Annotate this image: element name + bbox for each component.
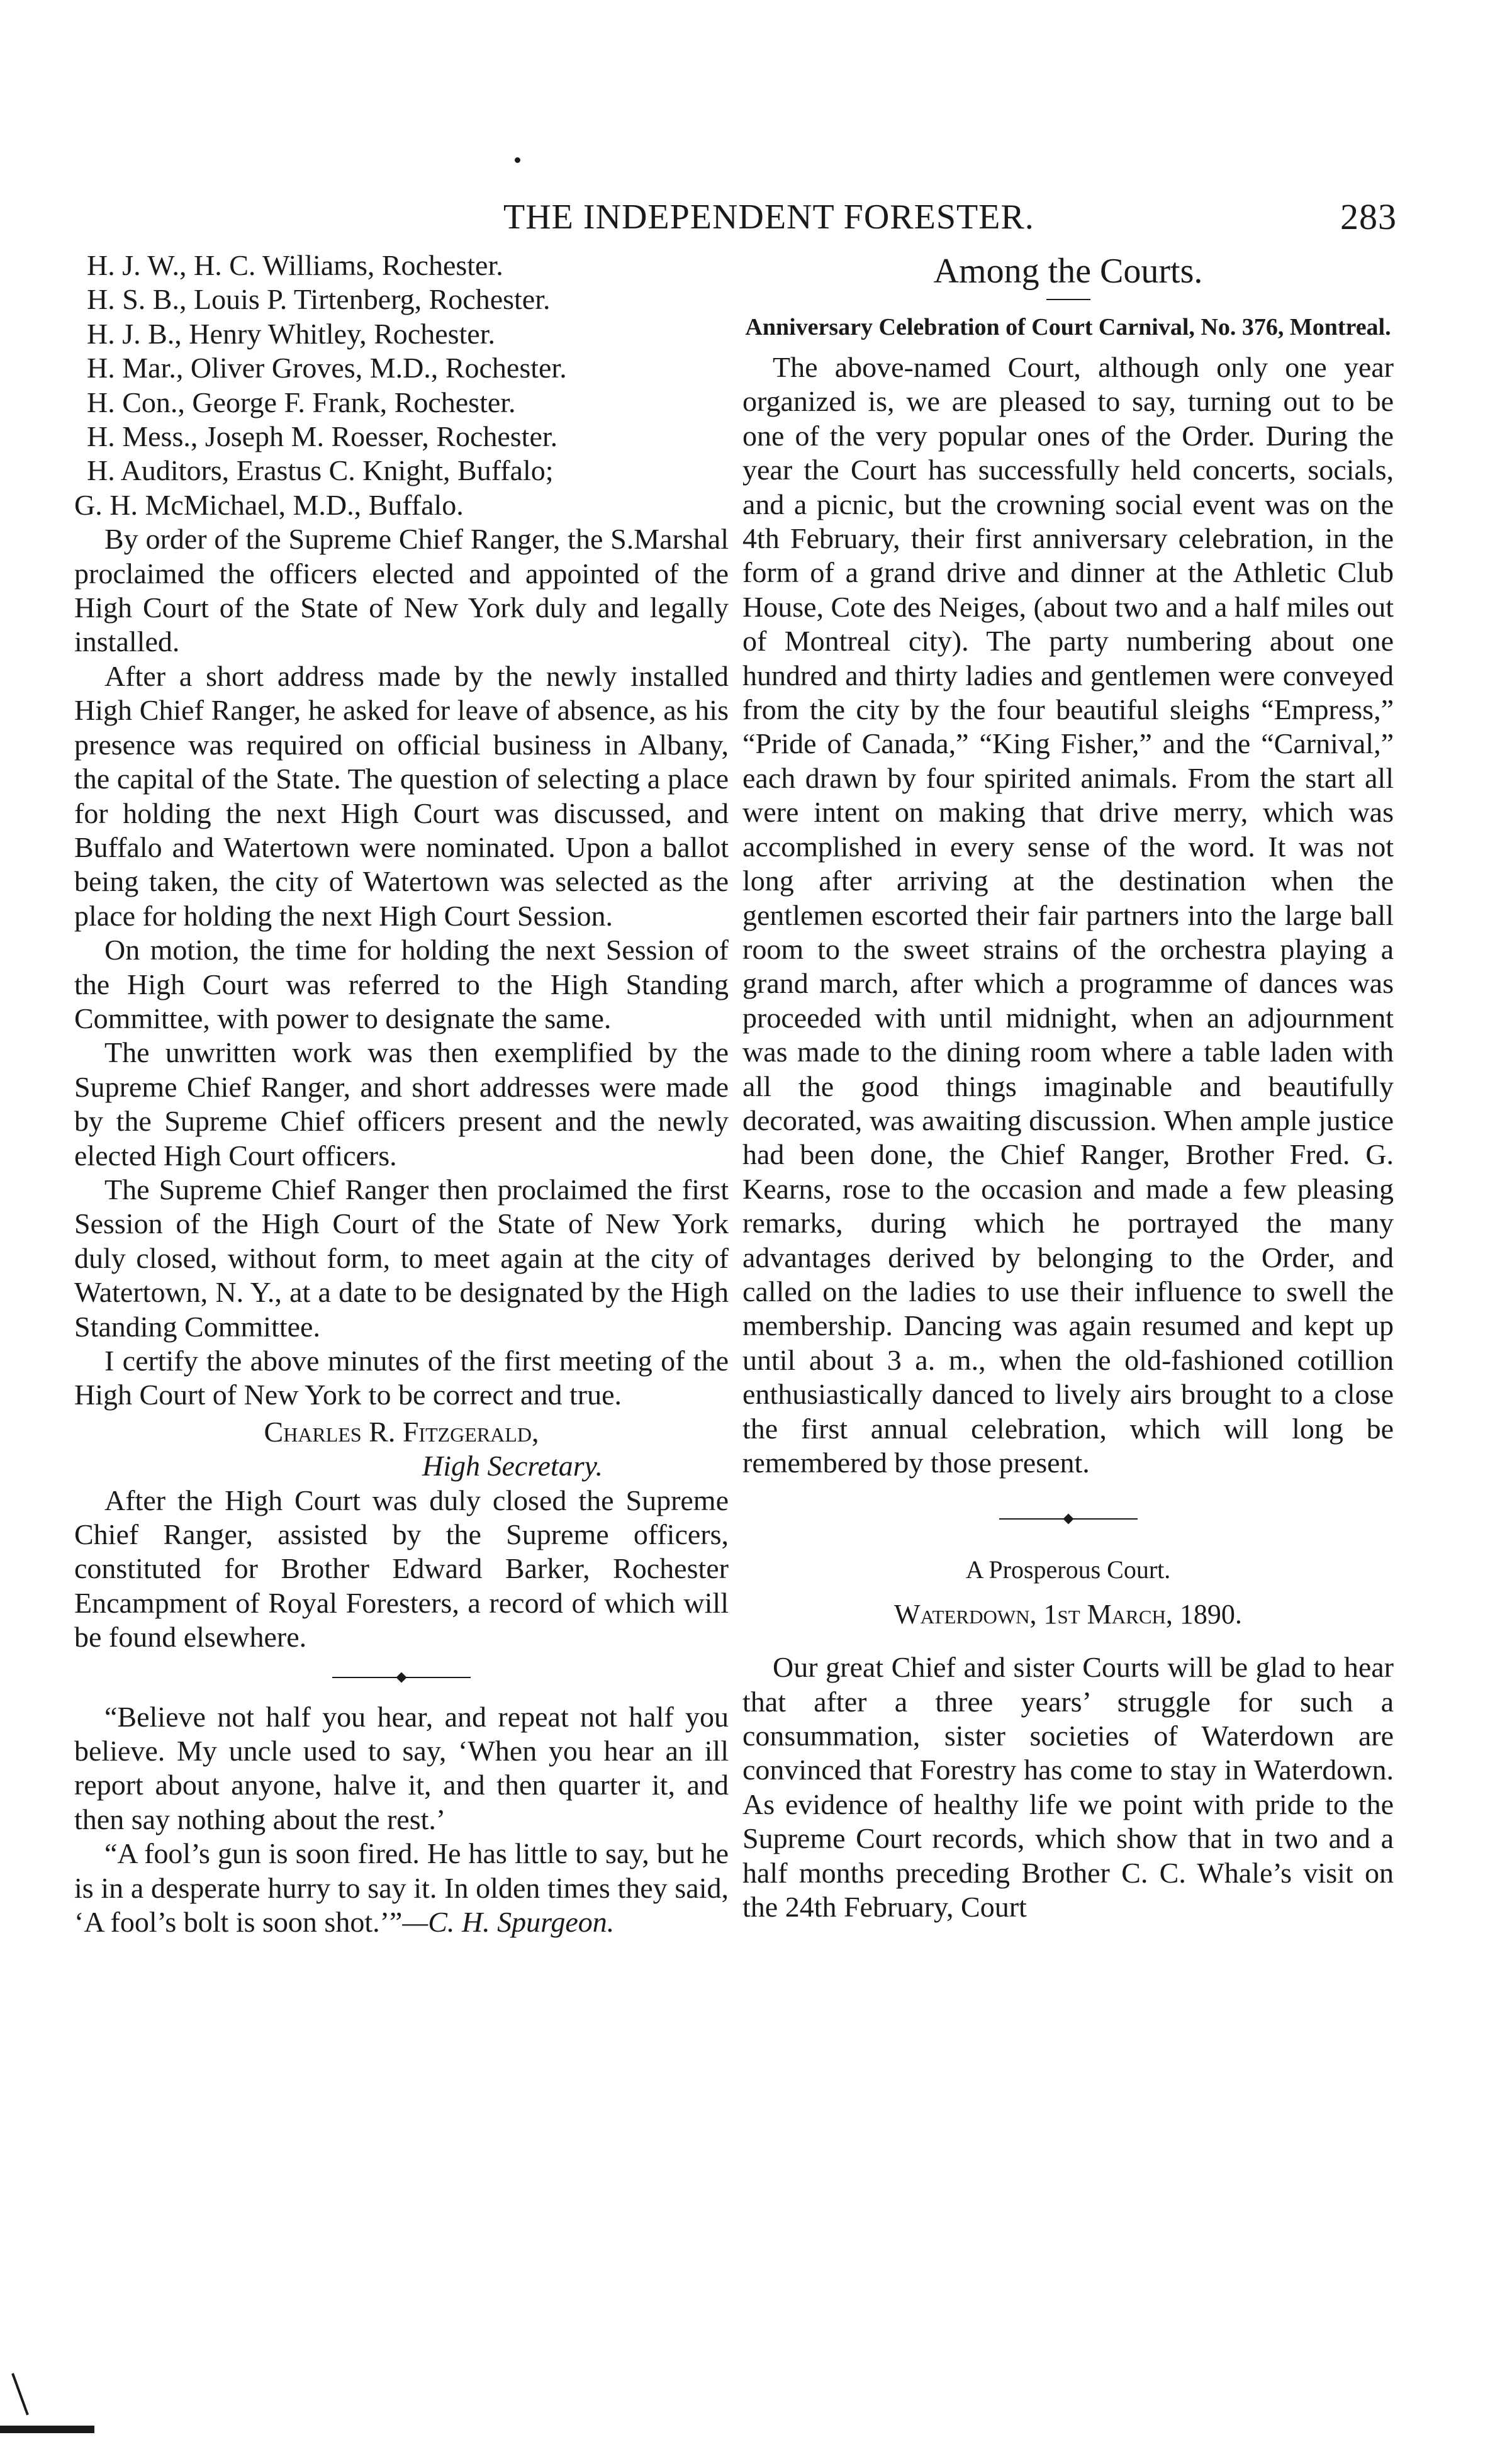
right-column xyxy=(742,249,1394,1924)
officer-entry: H. Con., George F. Frank, Rochester. xyxy=(87,386,516,418)
paragraph: On motion, the time for holding the next Session of the High Court was referred to the High Standing Committee, with power to designate the same. xyxy=(74,934,729,1034)
page-number: 283 xyxy=(1340,196,1397,237)
officer-entry: H. Mar., Oliver Groves, M.D., Rochester. xyxy=(87,352,567,384)
paragraph: The Supreme Chief Ranger then proclaimed the first Session of the High Court of the State of New York duly closed, without form, to meet again at the city of Watertown, N. Y., at a date to be designated by the High Standing Committee. xyxy=(74,1173,729,1343)
officer-list xyxy=(74,249,729,522)
officer-entry: H. Mess., Joseph M. Roesser, Rochester. xyxy=(87,420,558,453)
quote-text: “A fool’s gun is soon fired. He has little to say, but he is in a desperate hurry to say it. In olden times they said, ‘A fool’s bolt is soon shot.’” xyxy=(74,1837,729,1939)
section-divider xyxy=(332,1669,471,1686)
article-body: Our great Chief and sister Courts will be glad to hear that after a three years’ struggle for such a consummation, sister societies of Waterdown are convinced that Forestry has come to stay in Waterdown. As evidence of healthy life we point with pride to the Supreme Court records, which show that in two and a half months preceding Brother C. C. Whale’s visit on the 24th February, Court xyxy=(742,1651,1394,1923)
section-divider xyxy=(999,1510,1138,1528)
scan-mark xyxy=(0,2426,94,2433)
running-head xyxy=(440,189,1397,245)
dateline: Waterdown, 1st March, 1890. xyxy=(894,1598,1242,1630)
section-title: Among the Courts. xyxy=(933,252,1203,291)
officer-entry: H. Auditors, Erastus C. Knight, Buffalo; xyxy=(87,454,554,487)
officer-entry: H. J. B., Henry Whitley, Rochester. xyxy=(87,317,496,350)
signature-title: High Secretary. xyxy=(422,1450,603,1482)
quote xyxy=(74,1837,729,1939)
article-body: The above-named Court, although only one year organized is, we are pleased to say, turning out to be one of the very popular ones of the Order. During the year the Court has successfully held concerts, socials, and a picnic, but the crowning social event was on the 4th February, their first anniversary celebration, in the form of a grand drive and dinner at the Athletic Club House, Cote des Neiges, (about two and a half miles out of Montreal city). The party numbering about one hundred and thirty ladies and gentlemen were conveyed from the city by the four beautiful sleighs “Empress,” “Pride of Canada,” “King Fisher,” and the “Carnival,” each drawn by four spirited animals. From the start all were intent on making that drive merry, which was accomplished in every sense of the word. It was not long after arriving at the destination when the gentlemen escorted their fair partners into the large ball room to the sweet strains of the orchestra playing a grand march, after which a programme of dances was proceeded with until midnight, when an adjournment was made to the dining room where a table laden with all the good things imaginable and beautifully decorated, was awaiting discussion. When ample justice had been done, the Chief Ranger, Brother Fred. G. Kearns, rose to the occasion and made a few pleasing remarks, during which he portrayed the many advantages derived by belonging to the Order, and called on the ladies to use their influence to swell the membership. Dancing was again resumed and kept up until about 3 a. m., when the old-fashioned cotillion enthusiastically danced to lively airs brought to a close the first annual celebration, which will long be remembered by those present. xyxy=(742,351,1394,1479)
scan-mark xyxy=(515,157,520,163)
quote-attribution: —C. H. Spurgeon. xyxy=(402,1906,615,1939)
article-heading: A Prosperous Court. xyxy=(965,1555,1171,1584)
officer-entry: H. J. W., H. C. Williams, Rochester. xyxy=(87,249,503,281)
paragraph: After a short address made by the newly installed High Chief Ranger, he asked for leave of absence, as his presence was required on official business in Albany, the capital of the State. The question of selecting a place for holding the next High Court was discussed, and Buffalo and Watertown were nominated. Upon a ballot being taken, the city of Watertown was selected as the place for holding the next High Court Session. xyxy=(74,659,729,932)
journal-title: THE INDEPENDENT FORESTER. xyxy=(503,198,1034,237)
title-rule xyxy=(1046,299,1090,300)
paragraph: I certify the above minutes of the first meeting of the High Court of New York to be correct and true. xyxy=(74,1345,729,1411)
paragraph: The unwritten work was then exemplified by the Supreme Chief Ranger, and short addresses were made by the Supreme Chief officers present and the newly elected High Court officers. xyxy=(74,1036,729,1172)
quote: “Believe not half you hear, and repeat not half you believe. My uncle used to say, ‘When you hear an ill report about anyone, halve it, and then quarter it, and then say nothing about the rest.’ xyxy=(74,1700,729,1835)
left-column xyxy=(74,249,729,1940)
officer-entry: H. S. B., Louis P. Tirtenberg, Rochester. xyxy=(87,283,551,316)
paragraph: By order of the Supreme Chief Ranger, the S.Marshal proclaimed the officers elected and appointed of the High Court of the State of New York duly and legally installed. xyxy=(74,523,729,658)
officer-entry: G. H. McMichael, M.D., Buffalo. xyxy=(74,488,464,521)
paragraph: After the High Court was duly closed the Supreme Chief Ranger, assisted by the Supreme officers, constituted for Brother Edward Barker, Rochester Encampment of Royal Foresters, a record of which will be found elsewhere. xyxy=(74,1484,729,1654)
article-heading: Anniversary Celebration of Court Carnival, No. 376, Montreal. xyxy=(745,314,1391,340)
scan-mark xyxy=(11,2373,29,2415)
signature-name: Charles R. Fitzgerald, xyxy=(264,1415,539,1448)
